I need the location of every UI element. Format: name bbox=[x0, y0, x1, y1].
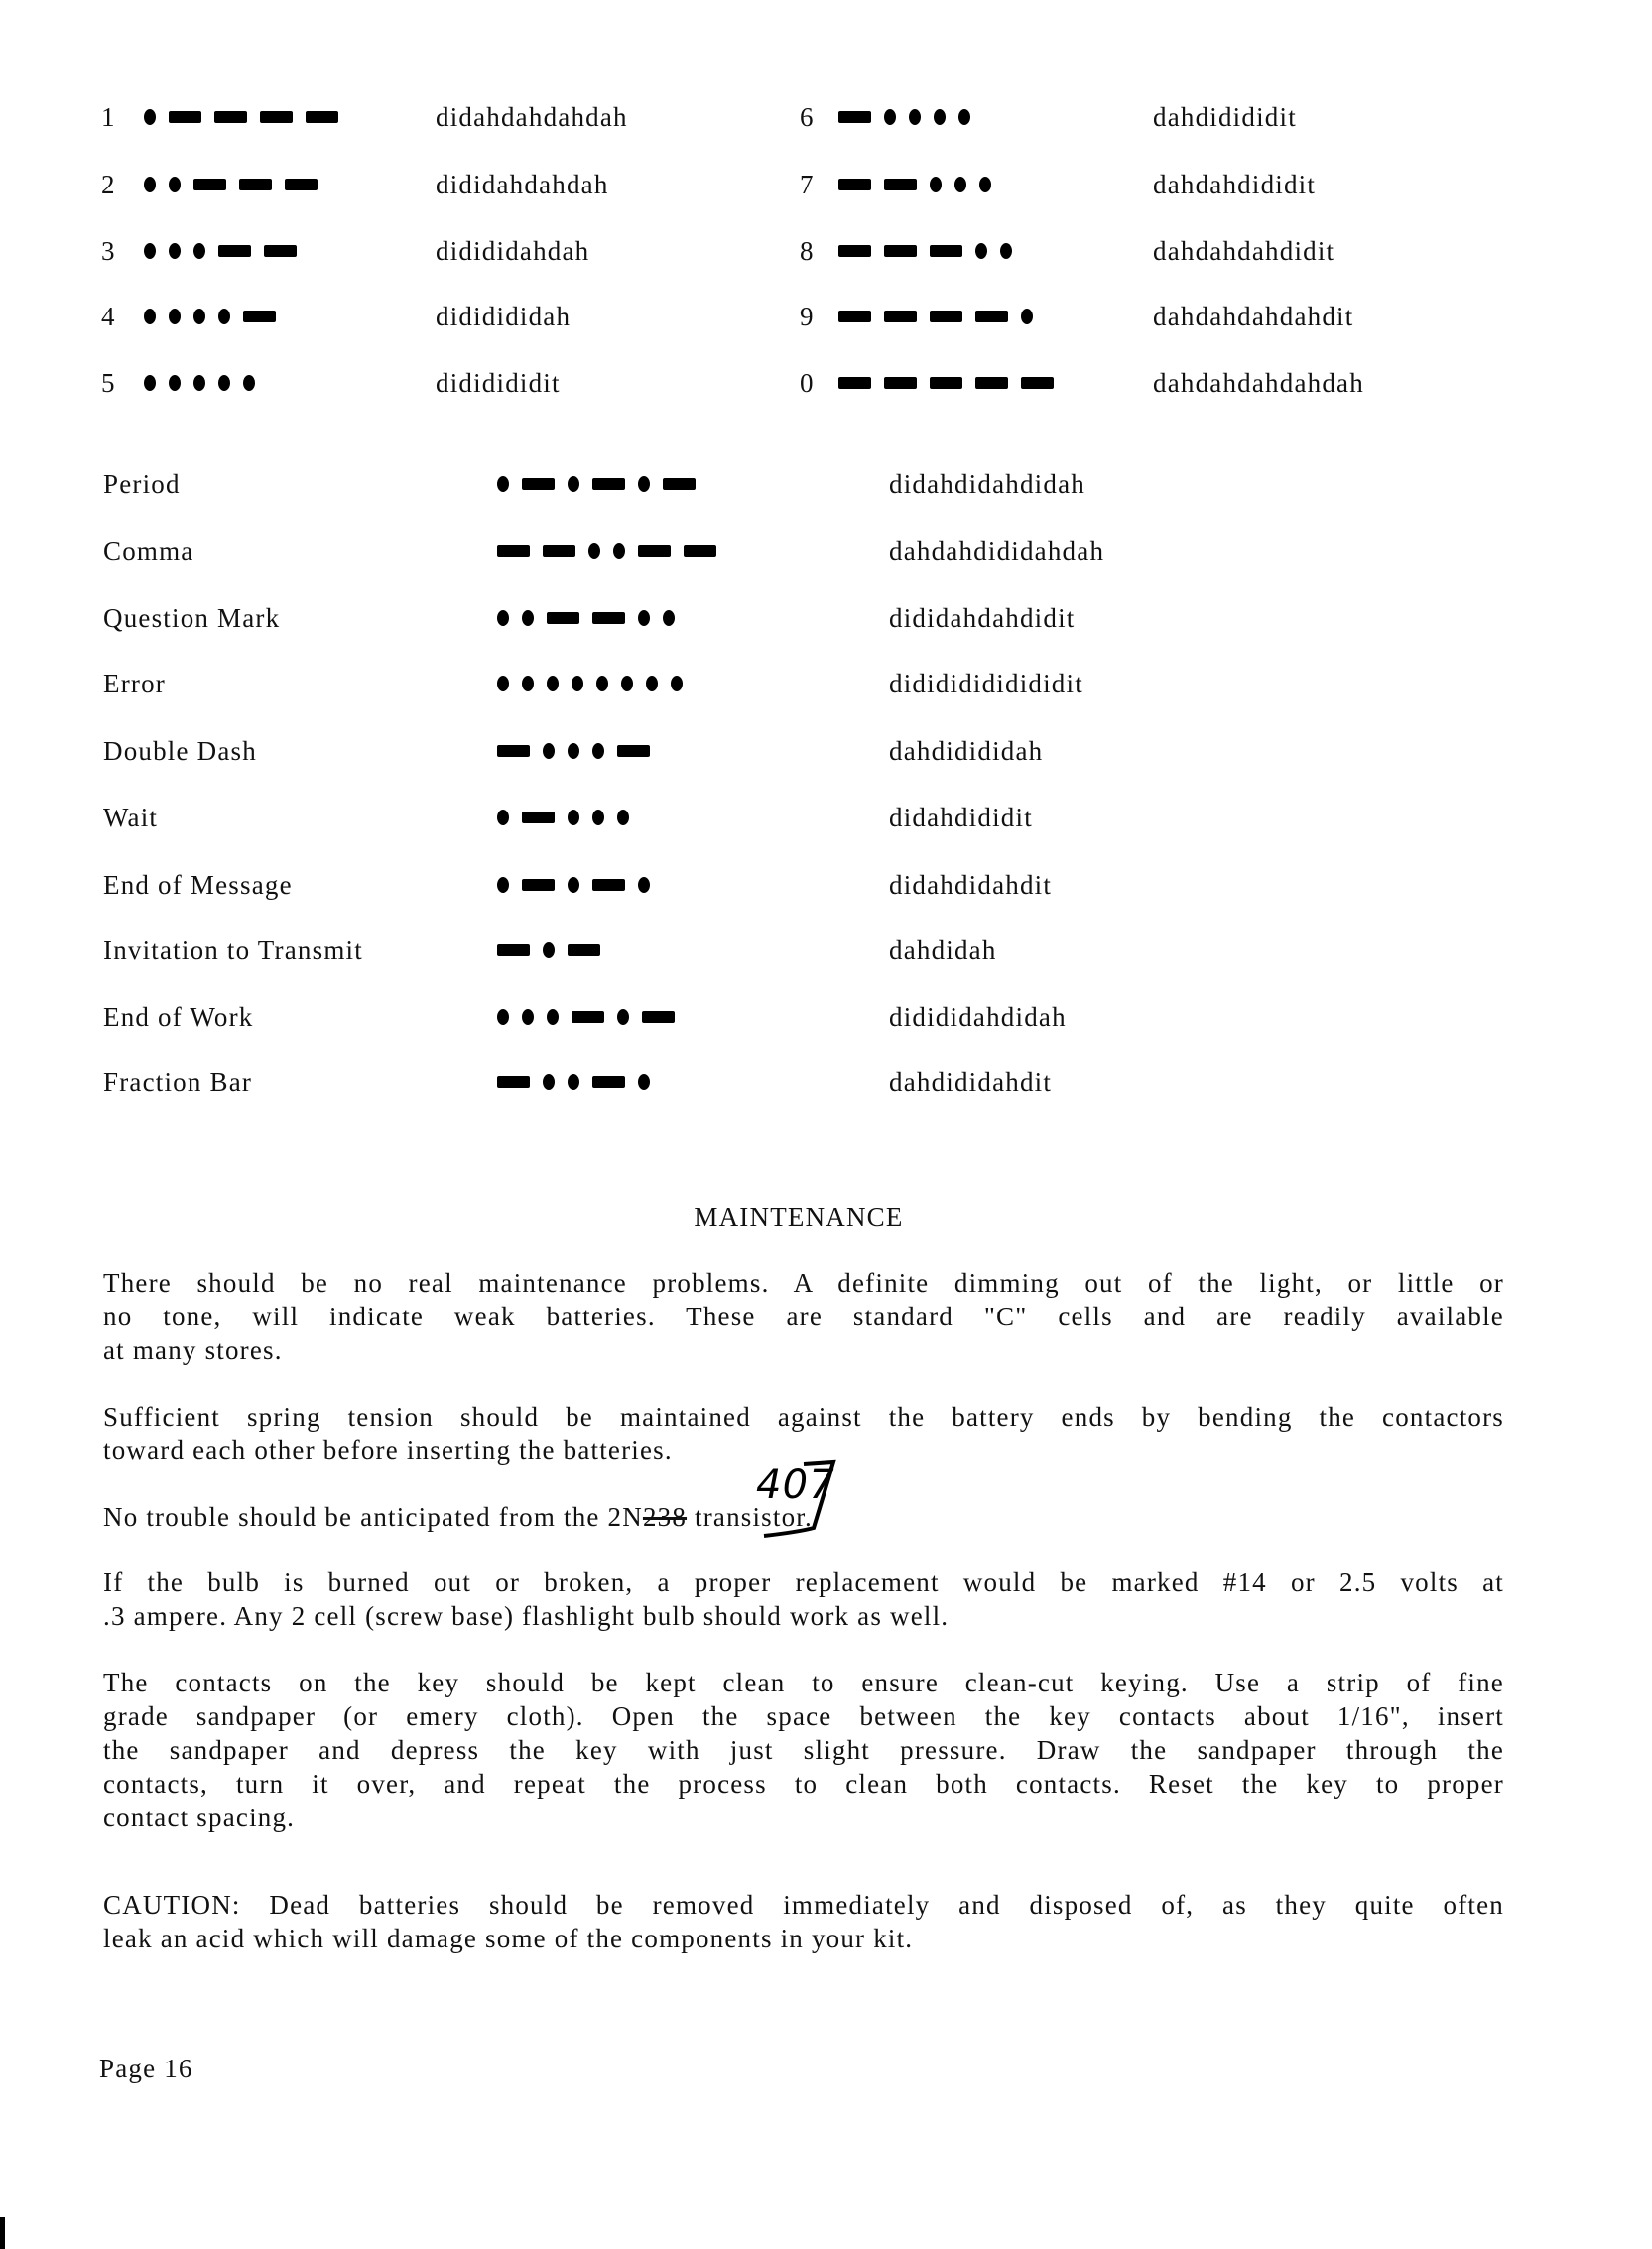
scan-edge-mark bbox=[0, 2217, 5, 2249]
morse-symbol bbox=[497, 801, 629, 834]
morse-dash bbox=[617, 745, 650, 757]
digit-phonetic: dahdahdididit bbox=[1153, 170, 1317, 199]
morse-dash bbox=[838, 179, 871, 190]
morse-dot bbox=[568, 476, 579, 492]
morse-dash bbox=[592, 879, 625, 891]
morse-dash bbox=[1021, 377, 1054, 389]
morse-dash bbox=[572, 1011, 604, 1023]
morse-dot bbox=[543, 942, 555, 958]
paragraph-line: If the bulb is burned out or broken, a proper replacement would be marked #14 or 2.5 volts at bbox=[103, 1567, 1504, 1597]
morse-dash bbox=[884, 311, 917, 322]
digit-phonetic: dididahdahdah bbox=[436, 170, 609, 199]
morse-dot bbox=[958, 109, 970, 125]
digit-phonetic: dahdahdahdidit bbox=[1153, 236, 1335, 266]
transistor-text-after: transistor. bbox=[687, 1502, 813, 1532]
digit-label: 0 bbox=[800, 368, 815, 398]
digit-phonetic: didahdahdahdah bbox=[436, 102, 628, 132]
morse-dash bbox=[930, 311, 962, 322]
morse-dash bbox=[239, 179, 272, 190]
morse-dot bbox=[568, 877, 579, 893]
morse-dash bbox=[497, 745, 530, 757]
paragraph-line: There should be no real maintenance problems. A definite dimming out of the light, or little or bbox=[103, 1268, 1504, 1298]
morse-dash bbox=[285, 179, 318, 190]
morse-dot bbox=[144, 177, 156, 192]
morse-dot bbox=[243, 375, 255, 391]
morse-dot bbox=[621, 676, 633, 691]
signal-label: Question Mark bbox=[103, 603, 281, 633]
morse-dash bbox=[838, 245, 871, 257]
morse-dot bbox=[547, 676, 559, 691]
page-number: Page 16 bbox=[99, 2054, 193, 2083]
struck-transistor-number: 238 bbox=[642, 1502, 688, 1532]
digit-label: 1 bbox=[101, 102, 116, 132]
signal-label: Comma bbox=[103, 536, 194, 565]
morse-dot bbox=[568, 743, 579, 759]
morse-dot bbox=[663, 610, 675, 626]
digit-phonetic: dididididit bbox=[436, 368, 561, 398]
signal-label: Fraction Bar bbox=[103, 1067, 253, 1097]
paragraph-bulb bbox=[103, 1565, 1504, 1633]
morse-dash bbox=[214, 111, 247, 123]
handwritten-correction bbox=[744, 1450, 853, 1540]
digit-label: 6 bbox=[800, 102, 815, 132]
digit-label: 4 bbox=[101, 302, 116, 331]
morse-dash bbox=[169, 111, 201, 123]
signal-label: Period bbox=[103, 469, 181, 499]
morse-symbol bbox=[144, 168, 318, 201]
morse-dot bbox=[522, 676, 534, 691]
morse-symbol bbox=[497, 1065, 650, 1099]
morse-symbol bbox=[497, 1000, 675, 1034]
morse-dot bbox=[975, 243, 987, 259]
paragraph-line: contacts, turn it over, and repeat the process to clean both contacts. Reset the key to proper bbox=[103, 1769, 1504, 1799]
digit-label: 3 bbox=[101, 236, 116, 266]
paragraph-line: the sandpaper and depress the key with just slight pressure. Draw the sandpaper through the bbox=[103, 1735, 1504, 1765]
signal-phonetic: dahdidah bbox=[889, 936, 997, 965]
morse-dot bbox=[497, 610, 509, 626]
signal-phonetic: didahdididit bbox=[889, 803, 1033, 832]
signal-label: End of Work bbox=[103, 1002, 254, 1032]
morse-symbol bbox=[497, 534, 716, 567]
digit-label: 9 bbox=[800, 302, 815, 331]
morse-dot bbox=[218, 309, 230, 324]
digit-phonetic: dahdidididit bbox=[1153, 102, 1297, 132]
transistor-text-before: No trouble should be anticipated from the 2N bbox=[103, 1502, 643, 1532]
morse-dot bbox=[543, 743, 555, 759]
morse-symbol bbox=[497, 667, 683, 700]
signal-phonetic: dahdididahdit bbox=[889, 1067, 1053, 1097]
morse-dot bbox=[588, 543, 600, 559]
morse-dash bbox=[975, 311, 1008, 322]
morse-dot bbox=[1021, 309, 1033, 324]
paragraph-line: Sufficient spring tension should be maintained against the battery ends by bending the contactors bbox=[103, 1402, 1504, 1432]
morse-dot bbox=[193, 309, 205, 324]
morse-dot bbox=[617, 1009, 629, 1025]
morse-symbol bbox=[144, 300, 276, 333]
morse-dot bbox=[522, 1009, 534, 1025]
morse-dot bbox=[497, 476, 509, 492]
morse-dash bbox=[522, 812, 555, 823]
paragraph-caution bbox=[103, 1888, 1504, 1955]
morse-dot bbox=[638, 877, 650, 893]
morse-dot bbox=[193, 375, 205, 391]
morse-dash bbox=[592, 612, 625, 624]
morse-dot bbox=[169, 375, 181, 391]
morse-dash bbox=[193, 179, 226, 190]
morse-dot bbox=[568, 810, 579, 825]
morse-dash bbox=[306, 111, 338, 123]
morse-dash bbox=[838, 377, 871, 389]
morse-dot bbox=[617, 810, 629, 825]
morse-symbol bbox=[838, 366, 1054, 400]
paragraph-line: The contacts on the key should be kept clean to ensure clean-cut keying. Use a strip of fine bbox=[103, 1668, 1504, 1697]
signal-phonetic: didididahdidah bbox=[889, 1002, 1067, 1032]
morse-dot bbox=[596, 676, 608, 691]
digit-label: 7 bbox=[800, 170, 815, 199]
morse-dot bbox=[144, 109, 156, 125]
paragraph-line: no tone, will indicate weak batteries. These are standard "C" cells and are readily available bbox=[103, 1302, 1504, 1331]
signal-label: Wait bbox=[103, 803, 159, 832]
morse-dot bbox=[497, 877, 509, 893]
signal-label: Invitation to Transmit bbox=[103, 936, 363, 965]
morse-symbol bbox=[497, 467, 696, 501]
morse-dash bbox=[497, 944, 530, 956]
morse-dash bbox=[260, 111, 293, 123]
signal-phonetic: didididididididit bbox=[889, 669, 1083, 698]
morse-dash bbox=[543, 545, 575, 557]
morse-dot bbox=[909, 109, 921, 125]
signal-label: End of Message bbox=[103, 870, 293, 900]
morse-dot bbox=[144, 375, 156, 391]
morse-symbol bbox=[838, 300, 1033, 333]
signal-phonetic: dididahdahdidit bbox=[889, 603, 1076, 633]
morse-dot bbox=[169, 177, 181, 192]
morse-dot bbox=[638, 476, 650, 492]
paragraph-line: grade sandpaper (or emery cloth). Open the space between the key contacts about 1/16", insert bbox=[103, 1701, 1504, 1731]
morse-dash bbox=[497, 545, 530, 557]
morse-dash bbox=[975, 377, 1008, 389]
signal-label: Error bbox=[103, 669, 166, 698]
morse-dash bbox=[663, 478, 696, 490]
signal-phonetic: dahdidididah bbox=[889, 736, 1044, 766]
morse-dot bbox=[646, 676, 658, 691]
morse-dash bbox=[568, 944, 600, 956]
morse-dash bbox=[684, 545, 716, 557]
signal-phonetic: didahdidahdidah bbox=[889, 469, 1085, 499]
morse-dot bbox=[169, 309, 181, 324]
morse-dot bbox=[613, 543, 625, 559]
morse-symbol bbox=[144, 100, 338, 134]
morse-dash bbox=[638, 545, 671, 557]
digit-phonetic: dahdahdahdahdit bbox=[1153, 302, 1354, 331]
morse-dot bbox=[884, 109, 896, 125]
morse-dash bbox=[592, 478, 625, 490]
paragraph-transistor bbox=[103, 1500, 813, 1534]
signal-label: Double Dash bbox=[103, 736, 257, 766]
morse-dot bbox=[930, 177, 942, 192]
morse-dot bbox=[1000, 243, 1012, 259]
morse-dot bbox=[568, 1074, 579, 1090]
morse-dot bbox=[671, 676, 683, 691]
morse-dot bbox=[638, 610, 650, 626]
morse-symbol bbox=[497, 734, 650, 768]
digit-phonetic: didididahdah bbox=[436, 236, 590, 266]
paragraph-line: .3 ampere. Any 2 cell (screw base) flashlight bulb should work as well. bbox=[103, 1601, 950, 1631]
signal-phonetic: didahdidahdit bbox=[889, 870, 1053, 900]
morse-dash bbox=[243, 311, 276, 322]
paragraph-line: at many stores. bbox=[103, 1335, 283, 1365]
paragraph-line: leak an acid which will damage some of the components in your kit. bbox=[103, 1924, 914, 1953]
digit-phonetic: dididididah bbox=[436, 302, 572, 331]
morse-dot bbox=[218, 375, 230, 391]
paragraph-line: contact spacing. bbox=[103, 1803, 296, 1832]
morse-dash bbox=[547, 612, 579, 624]
morse-symbol bbox=[144, 234, 297, 268]
morse-dot bbox=[497, 810, 509, 825]
handwritten-number: 407 bbox=[756, 1462, 835, 1508]
maintenance-heading: MAINTENANCE bbox=[694, 1202, 904, 1232]
digit-label: 8 bbox=[800, 236, 815, 266]
morse-dash bbox=[838, 311, 871, 322]
paragraph-line: CAUTION: Dead batteries should be removed immediately and disposed of, as they quite often bbox=[103, 1890, 1504, 1920]
morse-dash bbox=[642, 1011, 675, 1023]
morse-dash bbox=[218, 245, 251, 257]
paragraph-line: toward each other before inserting the batteries. bbox=[103, 1436, 673, 1465]
morse-dot bbox=[592, 810, 604, 825]
morse-dot bbox=[979, 177, 991, 192]
morse-dash bbox=[522, 879, 555, 891]
morse-dot bbox=[638, 1074, 650, 1090]
digit-phonetic: dahdahdahdahdah bbox=[1153, 368, 1364, 398]
morse-dot bbox=[144, 309, 156, 324]
signal-phonetic: dahdahdididahdah bbox=[889, 536, 1105, 565]
morse-symbol bbox=[497, 868, 650, 902]
morse-dash bbox=[592, 1076, 625, 1088]
morse-dash bbox=[884, 377, 917, 389]
morse-dot bbox=[497, 676, 509, 691]
morse-dot bbox=[144, 243, 156, 259]
morse-symbol bbox=[838, 234, 1012, 268]
morse-dot bbox=[497, 1009, 509, 1025]
morse-dot bbox=[592, 743, 604, 759]
morse-dash bbox=[264, 245, 297, 257]
morse-dot bbox=[954, 177, 966, 192]
paragraph-contacts bbox=[103, 1666, 1504, 1834]
morse-dot bbox=[169, 243, 181, 259]
morse-dash bbox=[522, 478, 555, 490]
morse-symbol bbox=[838, 100, 970, 134]
morse-dash bbox=[930, 245, 962, 257]
paragraph-batteries bbox=[103, 1266, 1504, 1367]
morse-dash bbox=[884, 245, 917, 257]
morse-symbol bbox=[497, 601, 675, 635]
morse-dot bbox=[934, 109, 946, 125]
morse-symbol bbox=[838, 168, 991, 201]
morse-dot bbox=[547, 1009, 559, 1025]
morse-dash bbox=[930, 377, 962, 389]
digit-label: 5 bbox=[101, 368, 116, 398]
morse-symbol bbox=[144, 366, 255, 400]
morse-dash bbox=[884, 179, 917, 190]
morse-dot bbox=[193, 243, 205, 259]
morse-dot bbox=[522, 610, 534, 626]
morse-dot bbox=[572, 676, 583, 691]
morse-symbol bbox=[497, 934, 600, 967]
digit-label: 2 bbox=[101, 170, 116, 199]
morse-dash bbox=[838, 111, 871, 123]
morse-dash bbox=[497, 1076, 530, 1088]
morse-dot bbox=[543, 1074, 555, 1090]
